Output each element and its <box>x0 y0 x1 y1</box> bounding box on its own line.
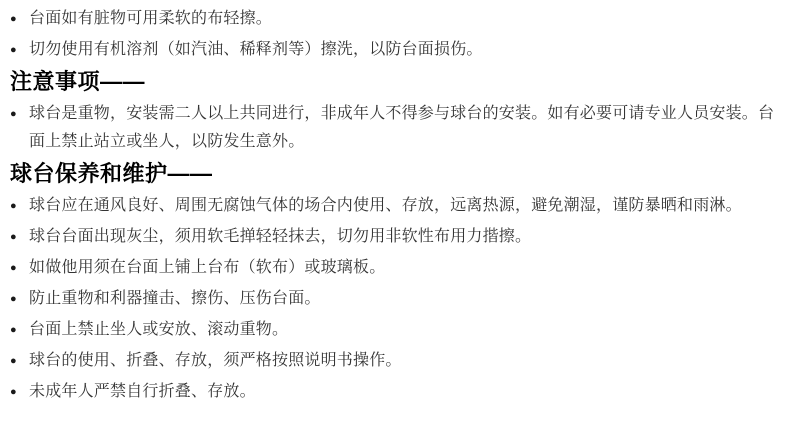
bullet-text: 未成年人严禁自行折叠、存放。 <box>29 383 256 400</box>
list-item <box>10 223 786 251</box>
bullet-icon: ● <box>10 355 17 367</box>
bullet-text: 台面上禁止坐人或安放、滚动重物。 <box>29 321 289 338</box>
bullet-icon: ● <box>10 324 17 336</box>
bullet-text: 球台的使用、折叠、存放，须严格按照说明书操作。 <box>29 352 402 369</box>
section-heading-maintenance: 球台保养和维护—— <box>10 161 213 186</box>
bullet-text: 球台是重物，安装需二人以上共同进行，非成年人不得参与球台的安装。如有必要可请专业人员安装。台面上禁止站立或坐人，以防发生意外。 <box>29 105 775 150</box>
bullet-icon: ● <box>10 386 17 398</box>
list-item <box>10 36 786 64</box>
section-heading-notice: 注意事项—— <box>10 69 146 94</box>
bullet-text: 如做他用须在台面上铺上台布（软布）或玻璃板。 <box>29 259 386 276</box>
list-item <box>10 316 786 344</box>
list-item <box>10 378 786 406</box>
bullet-icon: ● <box>10 231 17 243</box>
bullet-text: 球台台面出现灰尘，须用软毛掸轻轻抹去，切勿用非软性布用力揩擦。 <box>29 228 532 245</box>
bullet-icon: ● <box>10 262 17 274</box>
bullet-icon: ● <box>10 13 17 25</box>
list-item <box>10 347 786 375</box>
bullet-text: 球台应在通风良好、周围无腐蚀气体的场合内使用、存放，远离热源，避免潮湿，谨防暴晒和雨淋。 <box>29 197 742 214</box>
list-item <box>10 192 786 220</box>
list-item <box>10 100 786 156</box>
bullet-icon: ● <box>10 293 17 305</box>
list-item <box>10 5 786 33</box>
list-item <box>10 254 786 282</box>
bullet-text: 防止重物和利器撞击、擦伤、压伤台面。 <box>29 290 321 307</box>
bullet-icon: ● <box>10 108 17 120</box>
bullet-text: 台面如有脏物可用柔软的布轻擦。 <box>29 10 273 27</box>
bullet-icon: ● <box>10 200 17 212</box>
bullet-text: 切勿使用有机溶剂（如汽油、稀释剂等）擦洗，以防台面损伤。 <box>29 41 483 58</box>
bullet-icon: ● <box>10 44 17 56</box>
list-item <box>10 285 786 313</box>
